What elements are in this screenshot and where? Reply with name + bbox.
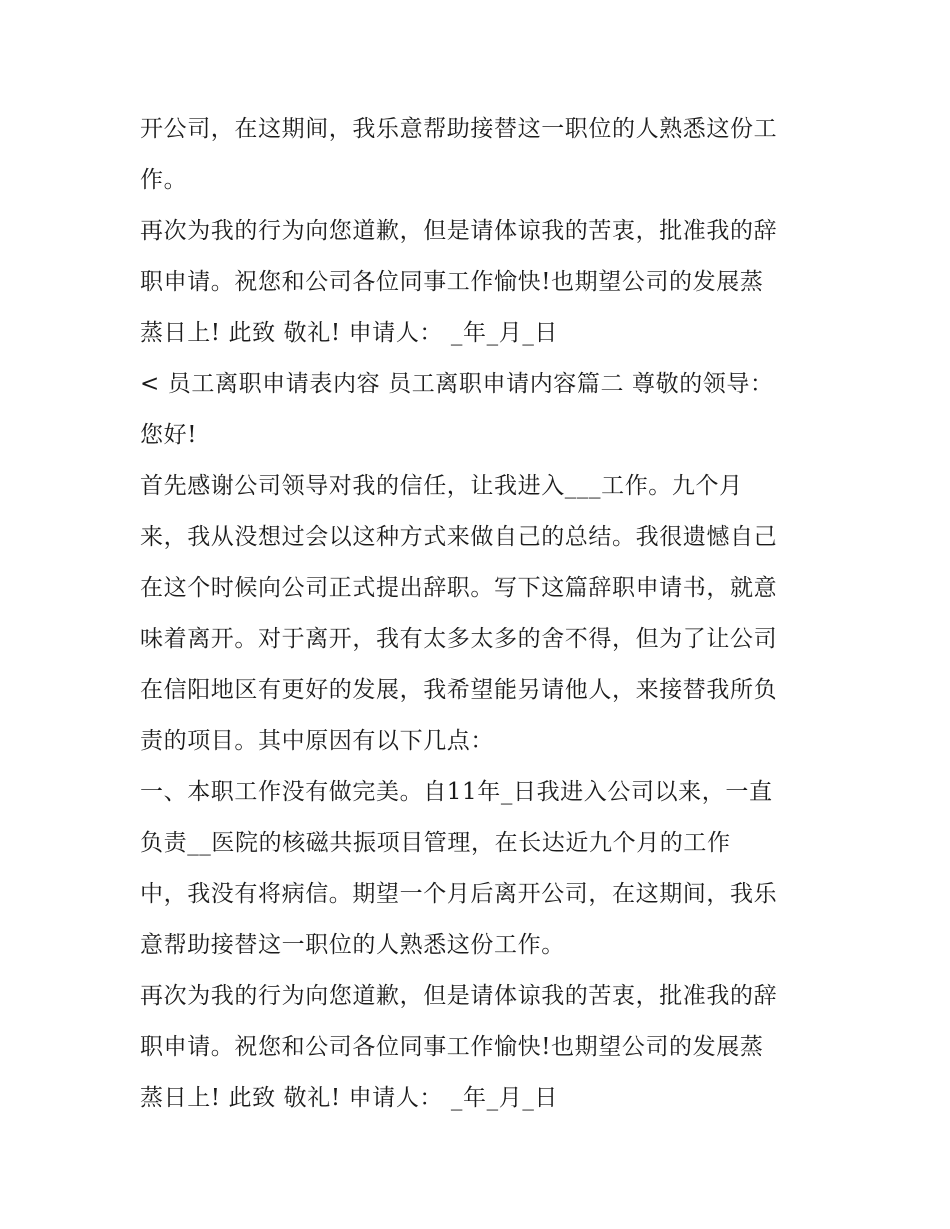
- text-line: 职申请。祝您和公司各位同事工作愉快!也期望公司的发展蒸: [140, 1034, 764, 1060]
- text-line: 一、本职工作没有做完美。自11年_日我进入公司以来，一直: [140, 779, 773, 805]
- text-line: 负责__医院的核磁共振项目管理，在长达近九个月的工作: [140, 830, 731, 856]
- text-line: 开公司，在这期间，我乐意帮助接替这一职位的人熟悉这份工: [140, 116, 778, 142]
- text-line: 意帮助接替这一职位的人熟悉这份工作。: [140, 932, 565, 958]
- text-line: 作。: [140, 167, 188, 193]
- text-line: 首先感谢公司领导对我的信任，让我进入___工作。九个月: [140, 473, 743, 499]
- document-body: [140, 104, 820, 1124]
- text-line: 在这个时候向公司正式提出辞职。写下这篇辞职申请书，就意: [140, 575, 778, 601]
- text-line: 职申请。祝您和公司各位同事工作愉快!也期望公司的发展蒸: [140, 269, 764, 295]
- text-line: 再次为我的行为向您道歉，但是请体谅我的苦衷，批准我的辞: [140, 218, 778, 244]
- text-line: 责的项目。其中原因有以下几点：: [140, 728, 494, 754]
- text-line: < 员工离职申请表内容 员工离职申请内容篇二 尊敬的领导：: [140, 371, 774, 397]
- text-line: 在信阳地区有更好的发展，我希望能另请他人，来接替我所负: [140, 677, 778, 703]
- text-line: 中，我没有将病信。期望一个月后离开公司，在这期间，我乐: [140, 881, 778, 907]
- text-line: 味着离开。对于离开，我有太多太多的舍不得，但为了让公司: [140, 626, 778, 652]
- text-line: 您好!: [140, 422, 198, 448]
- text-line: 蒸日上! 此致 敬礼! 申请人： _年_月_日: [140, 320, 559, 346]
- text-line: 蒸日上! 此致 敬礼! 申请人： _年_月_日: [140, 1085, 559, 1111]
- text-line: 来，我从没想过会以这种方式来做自己的总结。我很遗憾自己: [140, 524, 778, 550]
- text-line: 再次为我的行为向您道歉，但是请体谅我的苦衷，批准我的辞: [140, 983, 778, 1009]
